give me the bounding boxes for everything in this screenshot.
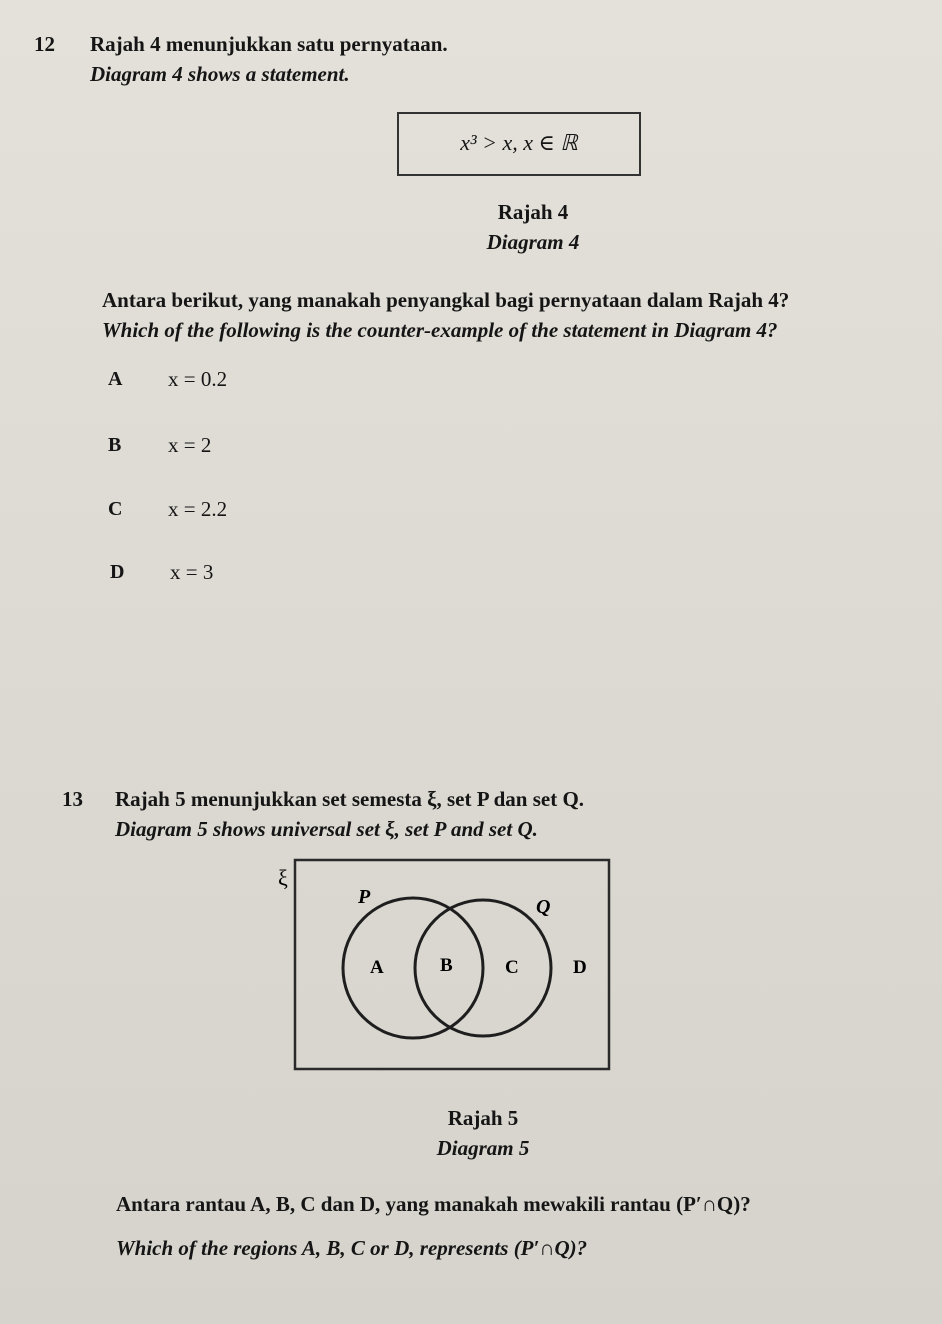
q12-line-malay: Rajah 4 menunjukkan satu pernyataan. [90, 32, 448, 56]
option-d-expression: x = 3 [170, 560, 214, 584]
option-b-expression: x = 2 [168, 433, 212, 457]
diagram4-caption-english: Diagram 4 [486, 230, 580, 254]
set-q-label: Q [536, 896, 551, 918]
region-b-label: B [440, 955, 453, 976]
region-a-label: A [370, 957, 384, 978]
region-d-label: D [573, 957, 587, 978]
q12-number: 12 [34, 32, 55, 56]
q13-number: 13 [62, 787, 83, 811]
option-c-letter: C [108, 498, 123, 520]
q12-question-malay: Antara berikut, yang manakah penyangkal bagi pernyataan dalam Rajah 4? [102, 288, 790, 312]
diagram4-caption-malay: Rajah 4 [497, 200, 569, 224]
q13-question-english: Which of the regions A, B, C or D, represents (P′∩Q)? [116, 1236, 588, 1260]
q12-line-english: Diagram 4 shows a statement. [90, 62, 350, 86]
diagram5-caption-english: Diagram 5 [436, 1136, 530, 1160]
q12-question-english: Which of the following is the counter-example of the statement in Diagram 4? [102, 318, 778, 342]
statement-box [397, 112, 641, 176]
option-b-letter: B [108, 434, 122, 456]
option-c-expression: x = 2.2 [168, 497, 228, 521]
universal-set-label: ξ [278, 865, 288, 890]
option-d-letter: D [110, 561, 125, 583]
option-a-expression: x = 0.2 [168, 367, 228, 391]
q13-line-malay: Rajah 5 menunjukkan set semesta ξ, set P dan set Q. [115, 787, 585, 811]
q13-question-malay: Antara rantau A, B, C dan D, yang manakah mewakili rantau (P′∩Q)? [116, 1192, 751, 1216]
option-a-letter: A [108, 368, 123, 390]
q13-line-english: Diagram 5 shows universal set ξ, set P and set Q. [115, 817, 538, 841]
set-p-label: P [358, 886, 371, 908]
venn-diagram [270, 855, 620, 1075]
region-c-label: C [505, 957, 519, 978]
diagram5-caption-malay: Rajah 5 [447, 1106, 519, 1130]
set-p-circle [343, 898, 483, 1038]
statement-text: x³ > x, x ∈ ℝ [460, 130, 578, 155]
